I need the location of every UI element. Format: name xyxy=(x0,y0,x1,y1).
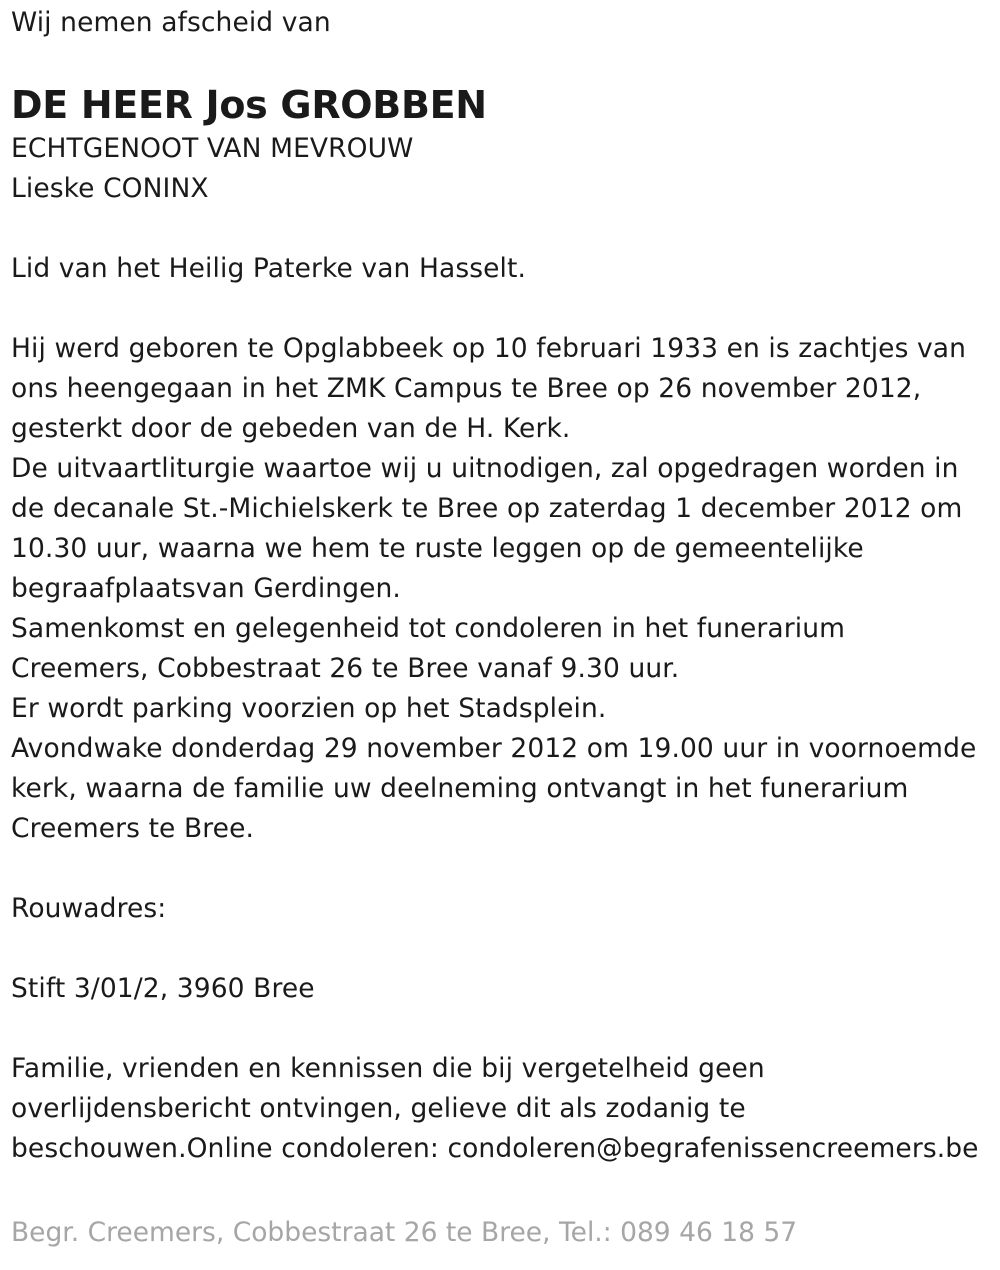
body-line: gesterkt door de gebeden van de H. Kerk. xyxy=(11,413,571,444)
spacer xyxy=(11,1009,991,1049)
body-line: Creemers, Cobbestraat 26 te Bree vanaf 9.30 uur. xyxy=(11,653,680,684)
intro-text: Wij nemen afscheid van xyxy=(11,7,331,38)
mourning-address-label: Rouwadres: xyxy=(11,893,167,924)
closing-line: beschouwen.Online condoleren: condoleren@begrafenissencreemers.be xyxy=(11,1133,979,1164)
spouse-line-2: Lieske CONINX xyxy=(11,173,209,204)
body-text xyxy=(11,329,991,849)
body-line: De uitvaartliturgie waartoe wij u uitnodigen, zal opgedragen worden in xyxy=(11,453,959,484)
mourning-address: Stift 3/01/2, 3960 Bree xyxy=(11,973,315,1004)
body-line: de decanale St.-Michielskerk te Bree op zaterdag 1 december 2012 om xyxy=(11,493,963,524)
spacer xyxy=(11,209,991,249)
body-line: ons heengegaan in het ZMK Campus te Bree op 26 november 2012, xyxy=(11,373,922,404)
deceased-name: DE HEER Jos GROBBEN xyxy=(11,83,487,127)
obituary-notice xyxy=(11,0,991,1169)
funeral-home-footer: Begr. Creemers, Cobbestraat 26 te Bree, Tel.: 089 46 18 57 xyxy=(11,1217,798,1248)
membership-text: Lid van het Heilig Paterke van Hasselt. xyxy=(11,253,527,284)
closing-line: Familie, vrienden en kennissen die bij vergetelheid geen xyxy=(11,1053,765,1084)
body-line: begraafplaatsvan Gerdingen. xyxy=(11,573,401,604)
body-line: kerk, waarna de familie uw deelneming ontvangt in het funerarium xyxy=(11,773,909,804)
closing-line: overlijdensbericht ontvingen, gelieve dit als zodanig te xyxy=(11,1093,746,1124)
body-line: Er wordt parking voorzien op het Stadsplein. xyxy=(11,693,607,724)
body-line: Creemers te Bree. xyxy=(11,813,255,844)
body-line: Hij werd geboren te Opglabbeek op 10 februari 1933 en is zachtjes van xyxy=(11,333,967,364)
body-line: Avondwake donderdag 29 november 2012 om 19.00 uur in voornoemde xyxy=(11,733,977,764)
closing-text xyxy=(11,1049,991,1169)
body-line: Samenkomst en gelegenheid tot condoleren in het funerarium xyxy=(11,613,846,644)
spacer xyxy=(11,929,991,969)
spouse-line-1: ECHTGENOOT VAN MEVROUW xyxy=(11,133,414,164)
spacer xyxy=(11,289,991,329)
spacer xyxy=(11,849,991,889)
body-line: 10.30 uur, waarna we hem te ruste leggen op de gemeentelijke xyxy=(11,533,864,564)
